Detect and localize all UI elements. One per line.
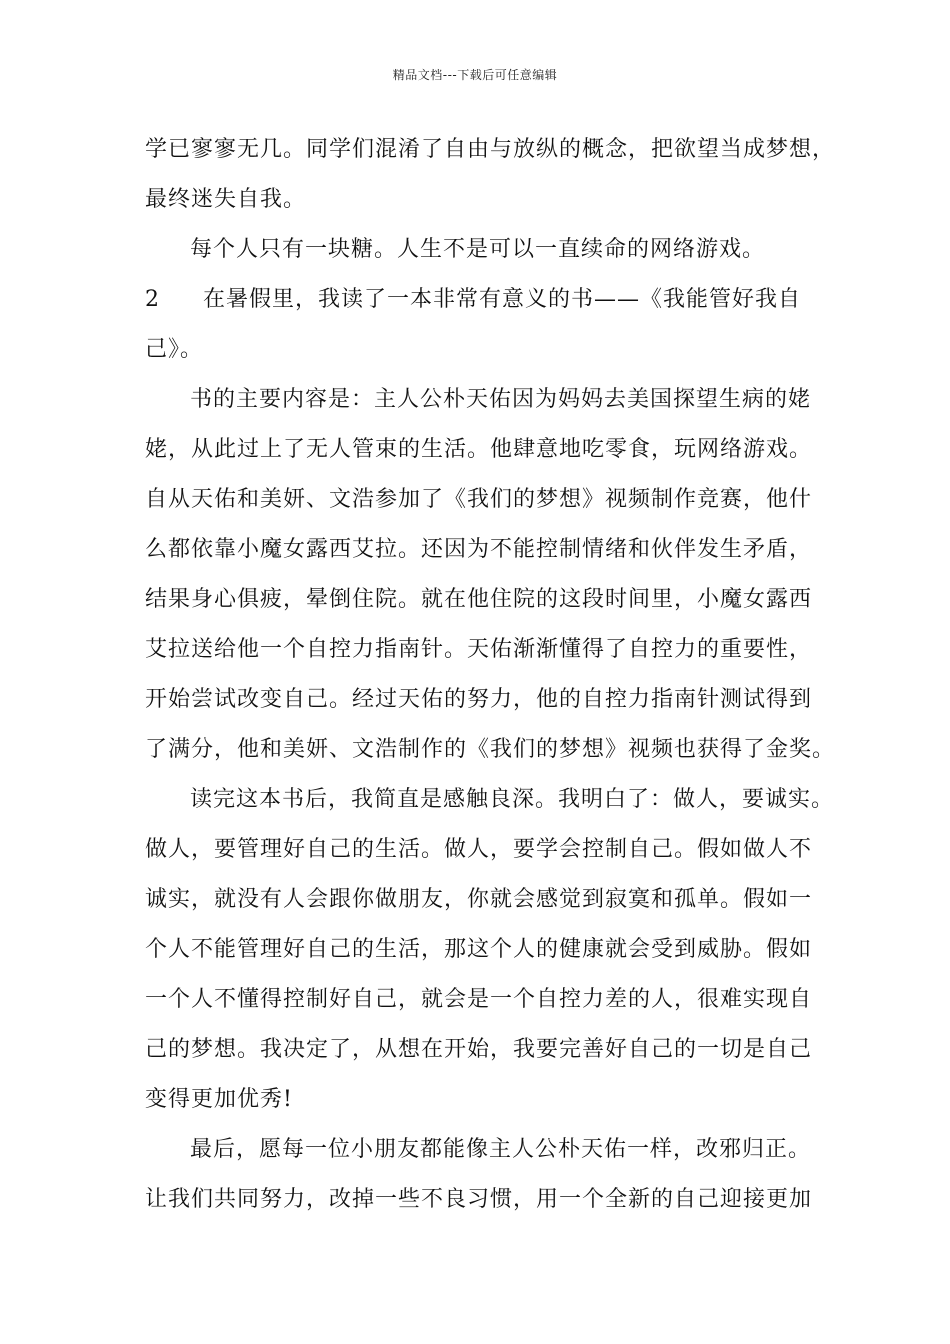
text-line: 每个人只有一块糖。人生不是可以一直续命的网络游戏。	[190, 237, 766, 262]
text-line: 己》。	[145, 337, 204, 362]
text-line: 己的梦想。我决定了，从想在开始，我要完善好自己的一切是自己	[145, 1037, 813, 1062]
text-line: 艾拉送给他一个自控力指南针。天佑渐渐懂得了自控力的重要性，	[145, 637, 813, 662]
text-line: 书的主要内容是：主人公朴天佑因为妈妈去美国探望生病的姥	[190, 387, 812, 412]
text-line: 自从天佑和美妍、文浩参加了《我们的梦想》视频制作竞赛，他什	[145, 487, 813, 512]
text-line: 最后，愿每一位小朋友都能像主人公朴天佑一样，改邪归正。	[190, 1137, 812, 1162]
text-line: 了满分，他和美妍、文浩制作的《我们的梦想》视频也获得了金奖。	[145, 737, 836, 762]
section-number: 2	[145, 287, 159, 312]
text-line: 结果身心俱疲，晕倒住院。就在他住院的这段时间里，小魔女露西	[145, 587, 813, 612]
text-line: 开始尝试改变自己。经过天佑的努力，他的自控力指南针测试得到	[145, 687, 813, 712]
text-line: 学已寥寥无几。同学们混淆了自由与放纵的概念，把欲望当成梦想，	[145, 137, 836, 162]
text-line: 做人，要管理好自己的生活。做人，要学会控制自己。假如做人不	[145, 837, 813, 862]
page-header: 精品文档---下载后可任意编辑	[392, 68, 558, 82]
text-line: 个人不能管理好自己的生活，那这个人的健康就会受到威胁。假如	[145, 937, 813, 962]
text-line: 在暑假里，我读了一本非常有意义的书——《我能管好我自	[203, 287, 802, 312]
text-line: 变得更加优秀!	[145, 1087, 293, 1112]
text-line: 最终迷失自我。	[145, 187, 307, 212]
text-line: 诚实，就没有人会跟你做朋友，你就会感觉到寂寞和孤单。假如一	[145, 887, 813, 912]
text-line: 一个人不懂得控制好自己，就会是一个自控力差的人，很难实现自	[145, 987, 813, 1012]
text-line: 让我们共同努力，改掉一些不良习惯，用一个全新的自己迎接更加	[145, 1187, 813, 1212]
text-line: 姥，从此过上了无人管束的生活。他肆意地吃零食，玩网络游戏。	[145, 437, 813, 462]
text-line: 么都依靠小魔女露西艾拉。还因为不能控制情绪和伙伴发生矛盾，	[145, 537, 813, 562]
text-line: 读完这本书后，我简直是感触良深。我明白了：做人，要诚实。	[190, 787, 835, 812]
